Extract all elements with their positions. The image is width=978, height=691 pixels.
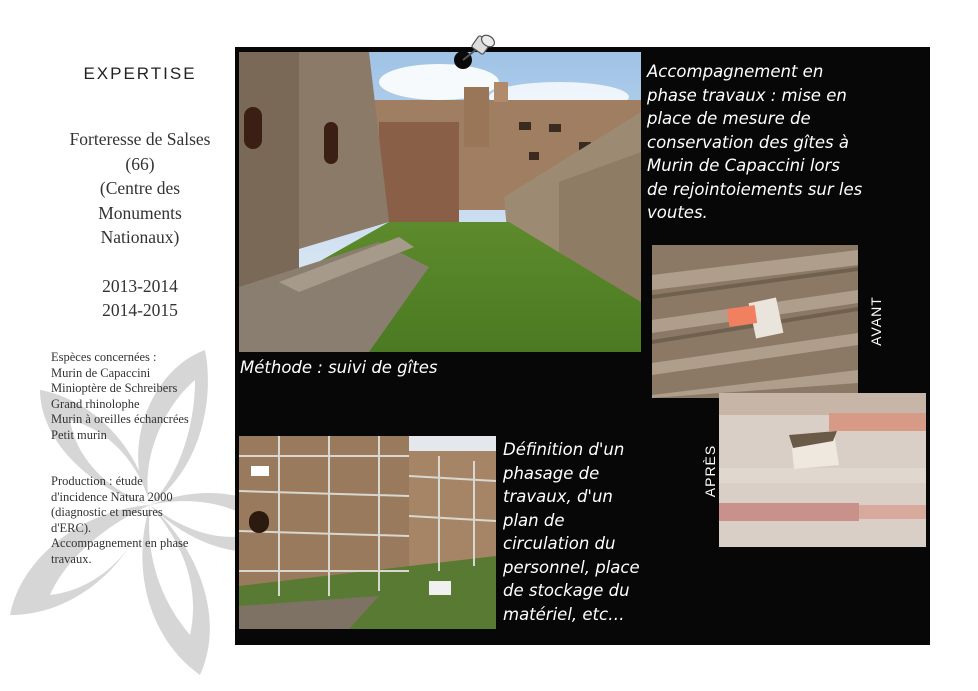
species-line: Murin à oreilles échancrées	[51, 412, 189, 426]
text-line: personnel, place	[503, 557, 640, 577]
photo-avant-vault	[652, 245, 858, 398]
phasing-definition-text	[503, 438, 703, 626]
species-line: Petit murin	[51, 427, 107, 442]
species-line: Murin de Capaccini	[51, 365, 151, 380]
text-line: travaux, d'un	[503, 487, 613, 506]
text-line: place de mesure de	[647, 109, 811, 128]
photo-scaffolding	[239, 436, 496, 629]
project-dates	[40, 274, 240, 322]
production-line: d'incidence Natura 2000	[51, 489, 173, 504]
site-line: Monuments	[98, 202, 182, 223]
production-line: (diagnostic et mesures	[51, 505, 163, 519]
avant-label: AVANT	[868, 296, 884, 346]
production-line: Accompagnement en phase	[51, 536, 189, 550]
text-line: de stockage du	[503, 581, 630, 600]
text-line: matériel, etc…	[503, 604, 625, 624]
species-line: Espèces concernées :	[51, 350, 157, 364]
production-line: travaux.	[51, 551, 92, 566]
species-line: Minioptère de Schreibers	[51, 381, 178, 395]
text-line: voutes.	[647, 203, 708, 222]
text-line: Murin de Capaccini lors	[647, 156, 840, 175]
text-line: plan de	[503, 510, 565, 530]
site-name	[40, 127, 240, 250]
text-line: Accompagnement en	[647, 62, 824, 81]
method-text: Méthode : suivi de gîtes	[240, 358, 438, 377]
works-support-text	[647, 60, 922, 225]
photo-apres-vault	[719, 393, 926, 547]
text-line: phasage de	[503, 463, 600, 483]
section-heading: EXPERTISE	[83, 64, 197, 83]
date-line: 2013-2014	[102, 276, 178, 296]
text-line: conservation des gîtes à	[647, 132, 849, 152]
production-line: d'ERC).	[51, 520, 92, 535]
text-line: circulation du	[503, 534, 616, 553]
species-line: Grand rhinolophe	[51, 396, 140, 411]
site-line: (Centre des	[99, 178, 181, 198]
photo-fortress-courtyard	[239, 52, 641, 352]
site-line: Nationaux)	[100, 227, 180, 247]
site-line: (66)	[125, 153, 155, 174]
date-line: 2014-2015	[102, 300, 178, 320]
text-line: Définition d'un	[503, 440, 625, 459]
site-line: Forteresse de Salses	[69, 129, 211, 149]
species-list	[51, 350, 241, 443]
text-line: de rejointoiements sur les	[647, 179, 863, 199]
production-text	[51, 474, 241, 567]
apres-label: APRÈS	[702, 444, 718, 498]
push-pin-icon	[452, 34, 498, 74]
text-line: phase travaux : mise en	[647, 85, 847, 105]
production-line: Production : étude	[51, 474, 143, 488]
